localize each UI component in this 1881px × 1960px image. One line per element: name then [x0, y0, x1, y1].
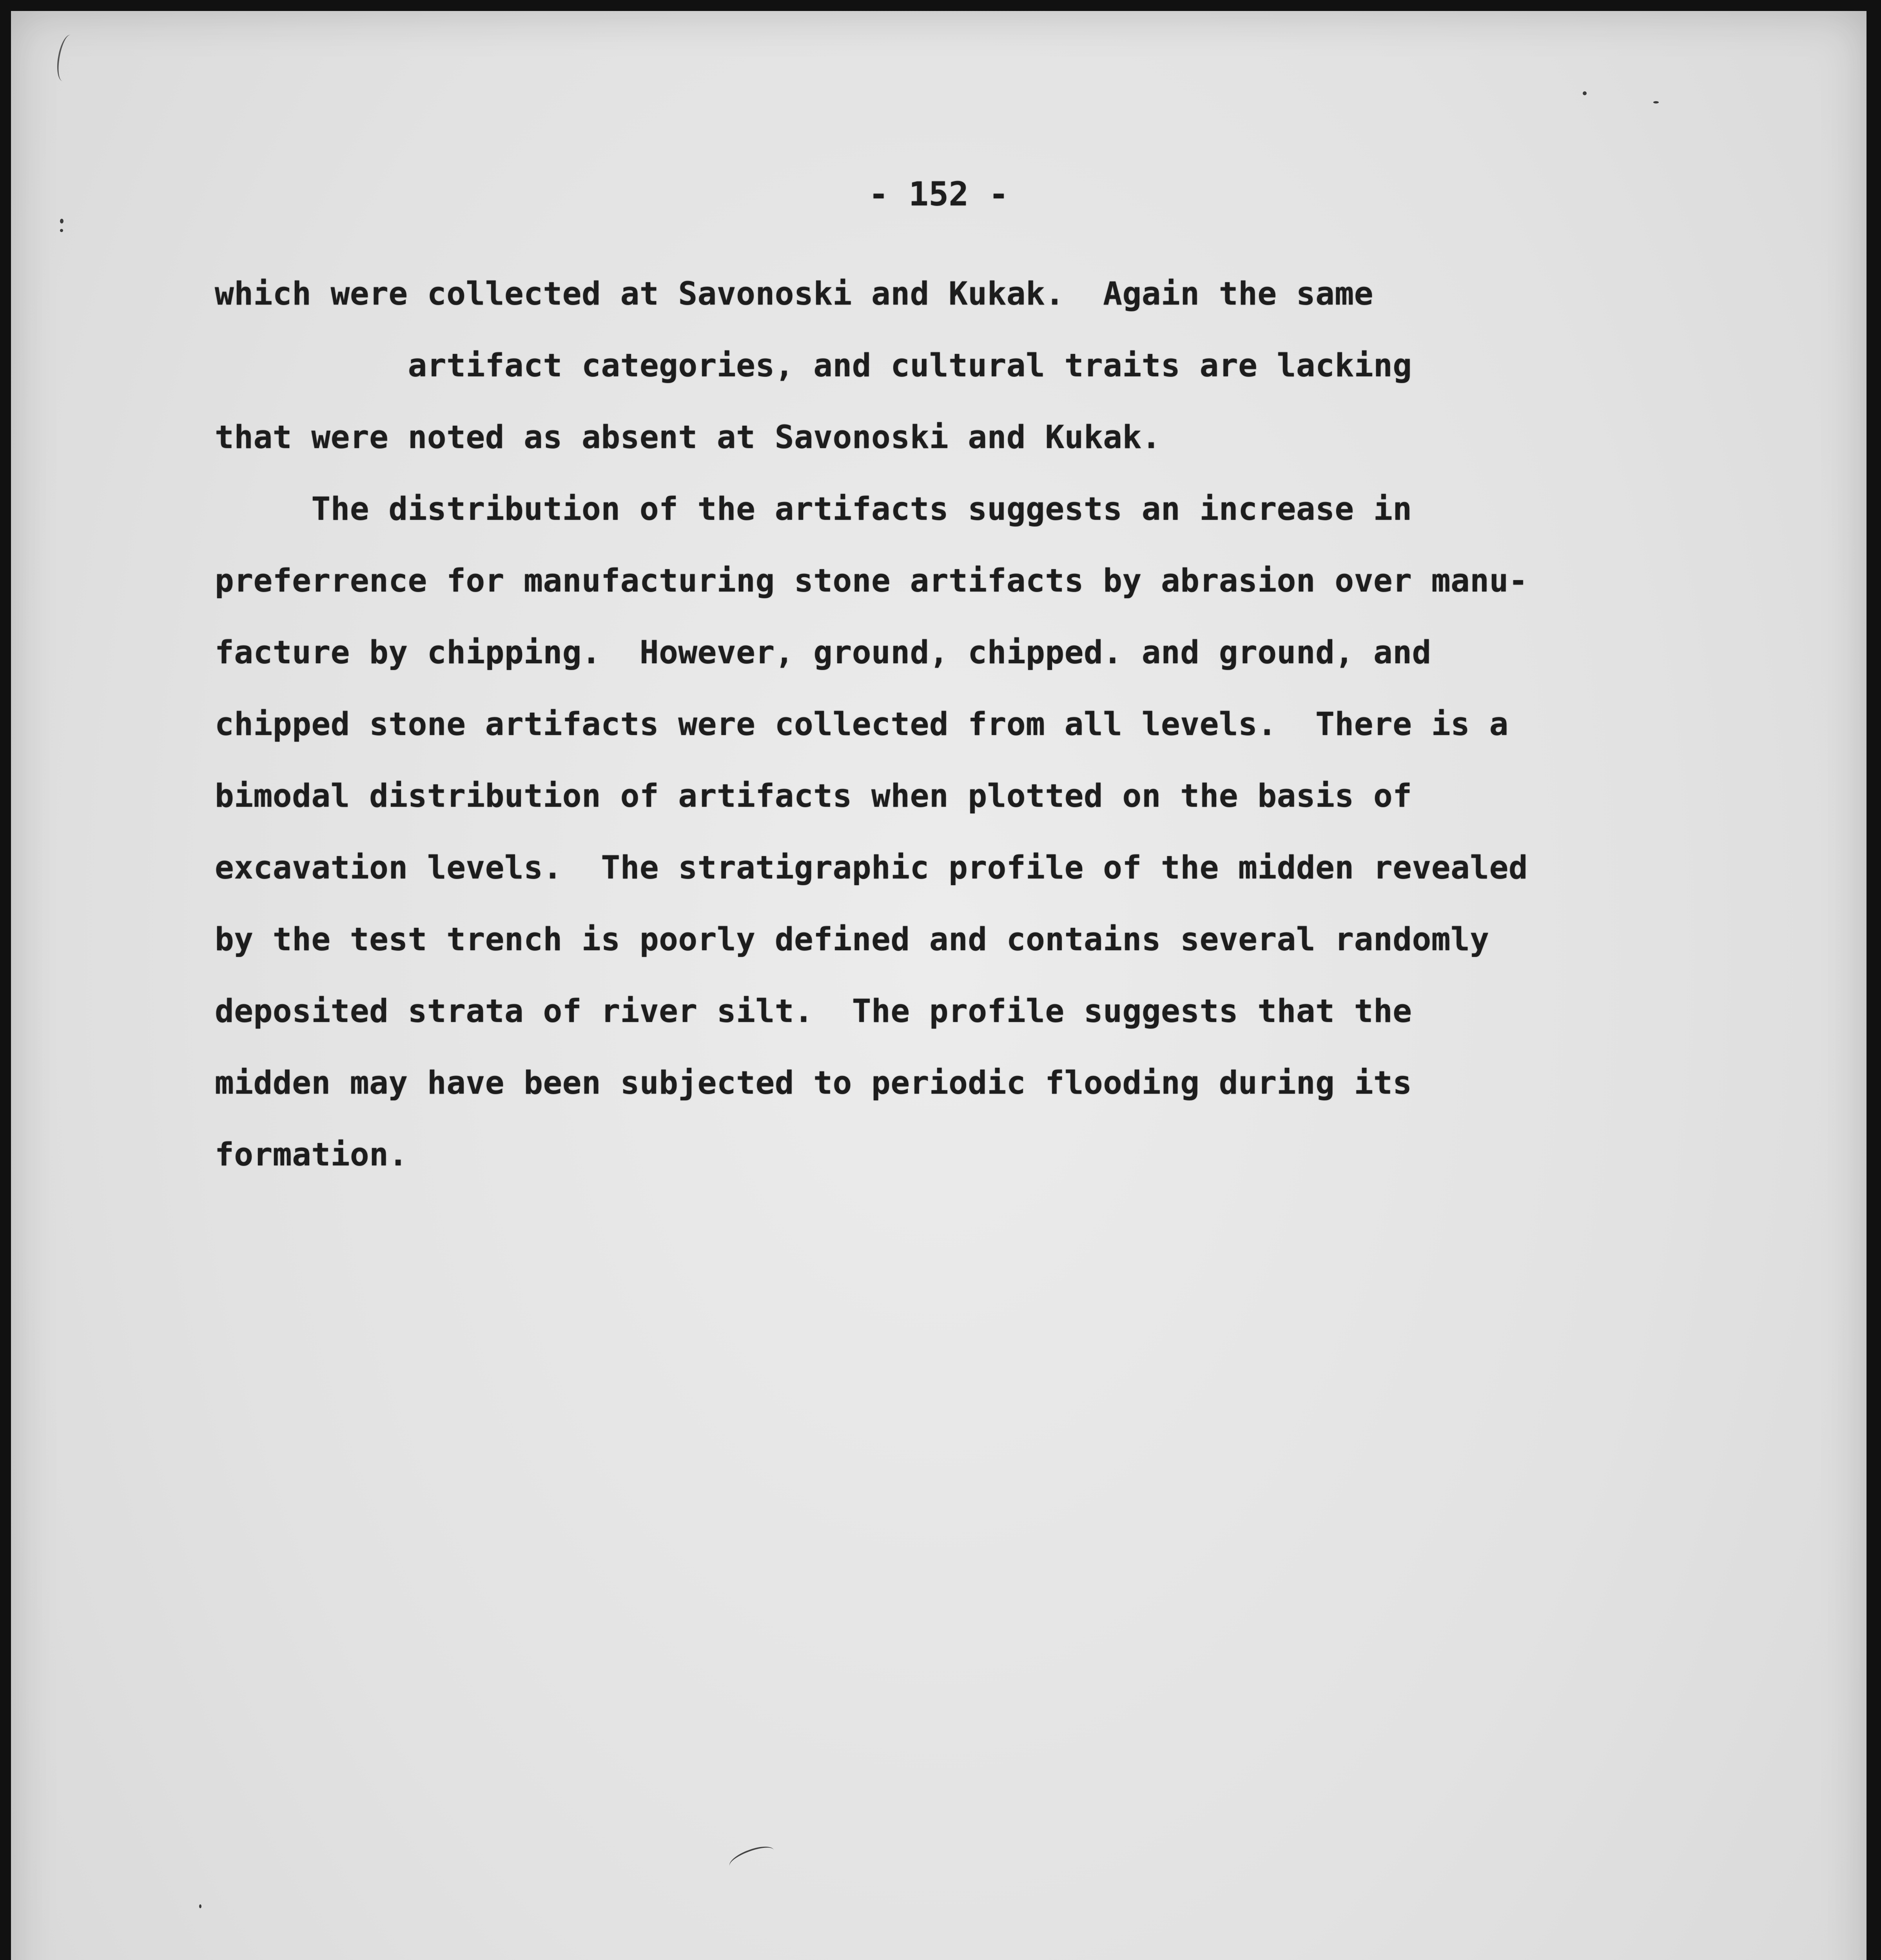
scan-speck — [60, 219, 63, 223]
text-line-9: excavation levels. The stratigraphic profile of the midden revealed — [215, 849, 1528, 886]
document-page — [11, 11, 1866, 1960]
text-line-6: facture by chipping. However, ground, chipped. and ground, and — [215, 634, 1431, 671]
scan-speck — [1583, 91, 1587, 95]
scan-scratch — [727, 1842, 777, 1874]
text-line-7: chipped stone artifacts were collected from all levels. There is a — [215, 706, 1509, 743]
text-line-8: bimodal distribution of artifacts when plotted on the basis of — [215, 778, 1412, 815]
scan-speck — [1653, 101, 1659, 103]
text-line-11: deposited strata of river silt. The profile suggests that the — [215, 993, 1412, 1030]
text-line-2: artifact categories, and cultural traits are lacking — [215, 347, 1412, 384]
text-line-1: which were collected at Savonoski and Kukak. Again the same — [215, 276, 1373, 312]
scan-scratch — [54, 33, 79, 83]
text-line-4: The distribution of the artifacts suggests an increase in — [215, 491, 1412, 528]
page-number: - 152 - — [869, 175, 1009, 213]
text-line-13: formation. — [215, 1136, 408, 1173]
text-line-10: by the test trench is poorly defined and contains several randomly — [215, 921, 1489, 958]
text-line-3: that were noted as absent at Savonoski and Kukak. — [215, 419, 1161, 456]
text-line-5: preferrence for manufacturing stone artifacts by abrasion over manu- — [215, 563, 1528, 599]
text-line-12: midden may have been subjected to periodic flooding during its — [215, 1065, 1412, 1102]
scan-speck — [199, 1904, 201, 1908]
scan-speck — [60, 229, 63, 232]
